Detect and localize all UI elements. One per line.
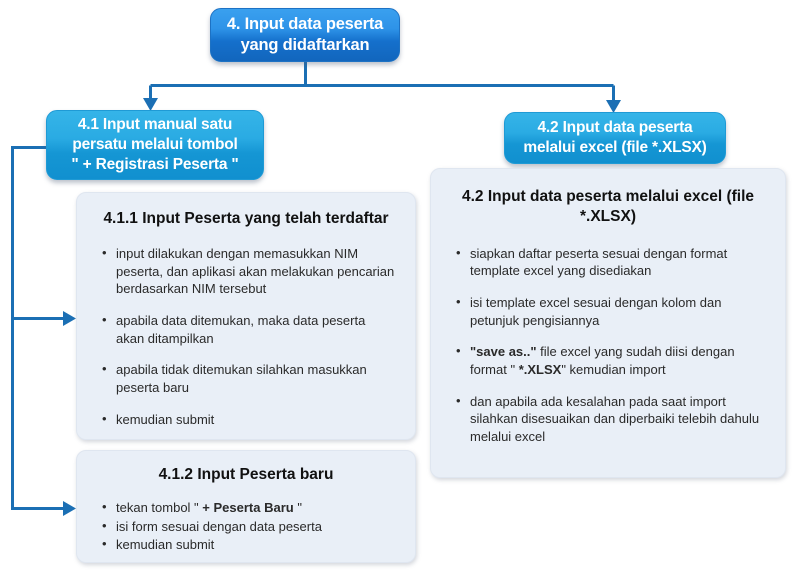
- arrowhead-panel-412: [63, 501, 76, 516]
- bullet-item: • isi template excel sesuai dengan kolom dan petunjuk pengisiannya: [455, 294, 763, 329]
- panel-42-title: 4.2 Input data peserta melalui excel (file *.XLSX): [461, 188, 755, 225]
- node-top-text: [227, 14, 383, 56]
- bullet-item: • siapkan daftar peserta sesuai dengan format template excel yang disediakan: [455, 245, 763, 280]
- bullet-item: • input dilakukan dengan memasukkan NIM peserta, dan aplikasi akan melakukan pencarian berdasarkan NIM tersebut: [101, 245, 395, 298]
- bullet-item: • kemudian submit: [101, 411, 395, 429]
- node-41-line1: 4.1 Input manual satu: [77, 116, 233, 134]
- node-42-line1: 4.2 Input data peserta: [537, 119, 693, 137]
- arrowhead-panel-411: [63, 311, 76, 326]
- node-branch-4-1[interactable]: [46, 110, 264, 180]
- node-42-line2: melalui excel (file *.XLSX): [523, 139, 707, 156]
- node-41-line3: " + Registrasi Peserta ": [71, 155, 239, 173]
- panel-412-title: 4.1.2 Input Peserta baru: [158, 466, 334, 483]
- panel-4-1-1: [76, 192, 416, 440]
- bullet-item: • isi form sesuai dengan data peserta: [101, 518, 395, 536]
- node-top-line2: yang didaftarkan: [240, 36, 370, 54]
- bullet-item: • tekan tombol " + Peserta Baru ": [101, 499, 395, 517]
- node-42-text: [523, 118, 706, 158]
- bullet-item: • kemudian submit: [101, 536, 395, 554]
- node-input-data-peserta[interactable]: [210, 8, 400, 62]
- panel-4-1-2: [76, 450, 416, 563]
- node-branch-4-2[interactable]: [504, 112, 726, 164]
- panel-42-bullets: [455, 245, 763, 446]
- panel-412-bullets: [101, 499, 395, 554]
- bullet-item: • dan apabila ada kesalahan pada saat import silahkan disesuaikan dan diperbaiki telebih dahulu melalui excel: [455, 393, 763, 446]
- panel-411-bullets: [101, 245, 395, 428]
- panel-4-2: [430, 168, 786, 478]
- node-top-line1: 4. Input data peserta: [226, 14, 384, 33]
- bullet-item: • "save as.." file excel yang sudah diisi dengan format " *.XLSX" kemudian import: [455, 343, 763, 378]
- bullet-item: • apabila data ditemukan, maka data peserta akan ditampilkan: [101, 312, 395, 347]
- bullet-item: • apabila tidak ditemukan silahkan masukkan peserta baru: [101, 361, 395, 396]
- node-41-line2: persatu melalui tombol: [72, 136, 238, 154]
- connector-rail-412: [13, 319, 65, 509]
- panel-411-title: 4.1.1 Input Peserta yang telah terdaftar: [103, 210, 389, 227]
- node-41-text: [71, 115, 238, 174]
